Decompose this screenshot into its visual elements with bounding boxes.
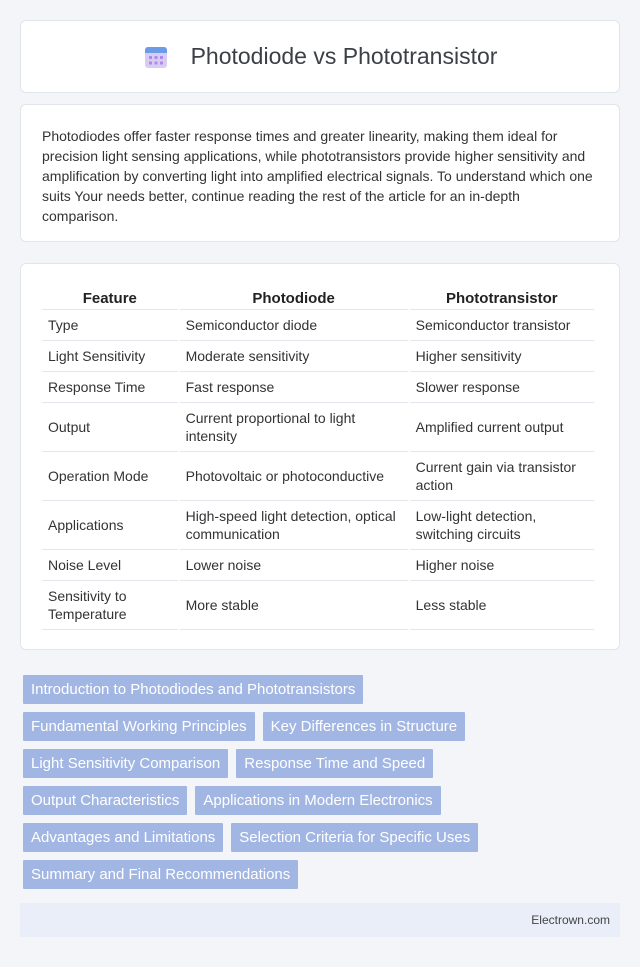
table-cell: Low-light detection, switching circuits <box>410 501 594 550</box>
table-row <box>42 403 594 452</box>
tag-row <box>23 675 623 704</box>
table-cell: Amplified current output <box>410 403 594 452</box>
calendar-icon <box>143 44 169 70</box>
intro-paragraph: Photodiodes offer faster response times and greater linearity, making them ideal for precision light sensing applications, while phototransistors provide higher sensitivity and amplification by converting light into amplified electrical signals. To understand which one suits Your needs better, continue reading the rest of the article for an in-depth comparison. <box>42 128 593 224</box>
tag-structure-differences[interactable]: Key Differences in Structure <box>263 712 465 741</box>
table-row <box>42 452 594 501</box>
table-row <box>42 550 594 581</box>
table-cell: Applications <box>42 501 178 550</box>
tag-row <box>23 860 623 889</box>
table-cell: High-speed light detection, optical communication <box>180 501 408 550</box>
tag-applications[interactable]: Applications in Modern Electronics <box>195 786 440 815</box>
comparison-table-card <box>20 263 620 650</box>
table-cell: Semiconductor diode <box>180 310 408 341</box>
table-row <box>42 310 594 341</box>
table-cell: More stable <box>180 581 408 630</box>
tag-row <box>23 823 623 852</box>
page-title: Photodiode vs Phototransistor <box>190 43 498 69</box>
tag-advantages-limitations[interactable]: Advantages and Limitations <box>23 823 223 852</box>
table-cell: Semiconductor transistor <box>410 310 594 341</box>
table-cell: Light Sensitivity <box>42 341 178 372</box>
tag-light-sensitivity[interactable]: Light Sensitivity Comparison <box>23 749 228 778</box>
title-wrap <box>143 43 498 70</box>
table-cell: Current proportional to light intensity <box>180 403 408 452</box>
table-row <box>42 581 594 630</box>
table-cell: Slower response <box>410 372 594 403</box>
table-cell: Lower noise <box>180 550 408 581</box>
tag-summary[interactable]: Summary and Final Recommendations <box>23 860 298 889</box>
comparison-table <box>40 285 596 630</box>
table-cell: Higher sensitivity <box>410 341 594 372</box>
tag-selection-criteria[interactable]: Selection Criteria for Specific Uses <box>231 823 478 852</box>
table-cell: Type <box>42 310 178 341</box>
table-row <box>42 341 594 372</box>
table-row <box>42 372 594 403</box>
tag-output-characteristics[interactable]: Output Characteristics <box>23 786 187 815</box>
table-cell: Photovoltaic or photoconductive <box>180 452 408 501</box>
header-photodiode: Photodiode <box>180 285 408 310</box>
table-cell: Higher noise <box>410 550 594 581</box>
table-cell: Noise Level <box>42 550 178 581</box>
table-cell: Operation Mode <box>42 452 178 501</box>
header-card <box>20 20 620 93</box>
intro-card <box>20 104 620 242</box>
topic-tags <box>23 675 623 897</box>
table-cell: Sensitivity to Temperature <box>42 581 178 630</box>
table-cell: Output <box>42 403 178 452</box>
tag-response-time[interactable]: Response Time and Speed <box>236 749 433 778</box>
table-cell: Moderate sensitivity <box>180 341 408 372</box>
table-cell: Fast response <box>180 372 408 403</box>
tag-row <box>23 712 623 741</box>
table-cell: Response Time <box>42 372 178 403</box>
table-header-row <box>42 285 594 310</box>
table-row <box>42 501 594 550</box>
tag-introduction[interactable]: Introduction to Photodiodes and Phototransistors <box>23 675 363 704</box>
header-phototransistor: Phototransistor <box>410 285 594 310</box>
footer <box>20 903 620 937</box>
header-feature: Feature <box>42 285 178 310</box>
tag-row <box>23 749 623 778</box>
footer-site-name: Electrown.com <box>531 913 610 927</box>
tag-working-principles[interactable]: Fundamental Working Principles <box>23 712 255 741</box>
table-cell: Less stable <box>410 581 594 630</box>
tag-row <box>23 786 623 815</box>
table-cell: Current gain via transistor action <box>410 452 594 501</box>
